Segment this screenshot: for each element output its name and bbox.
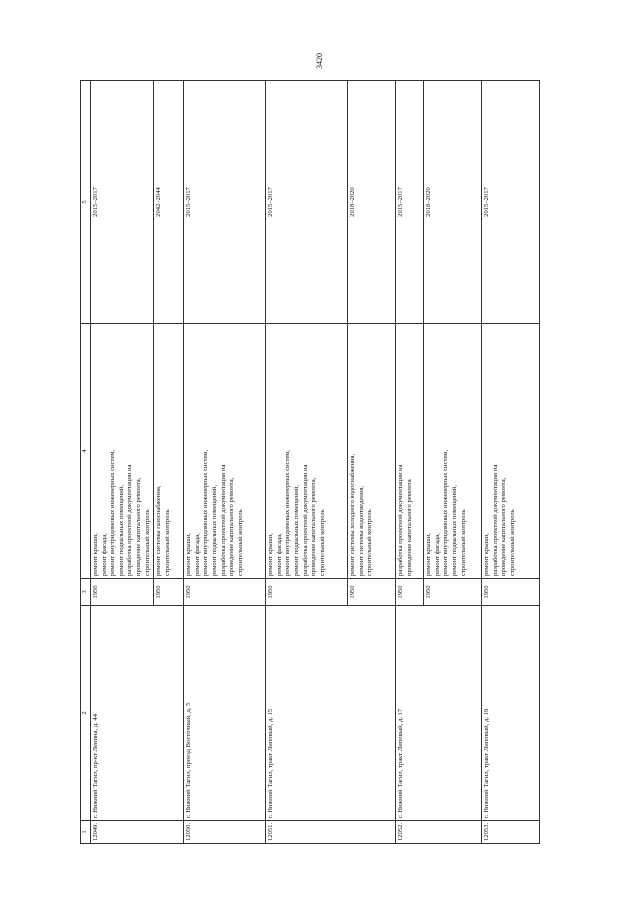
column-header-3: 3 bbox=[81, 579, 91, 606]
repair-schedule-table bbox=[80, 80, 540, 844]
repair-work-item: ремонт подвальных помещений, bbox=[292, 485, 300, 576]
construction-year: 1950 bbox=[424, 579, 482, 606]
repair-period: 2015–2017 bbox=[184, 81, 266, 324]
construction-year: 1950 bbox=[348, 579, 396, 606]
repair-work-item: строительный контроль bbox=[366, 509, 374, 576]
repair-work-item: ремонт крыши, bbox=[267, 533, 275, 576]
repair-work-item: строительный контроль bbox=[508, 509, 516, 576]
repair-work-item: проведение капитального ремонта, bbox=[310, 477, 318, 576]
repair-work-item: разработка проектной документации на bbox=[126, 464, 134, 576]
repair-work-item: ремонт подвальных помещений, bbox=[210, 485, 218, 576]
repair-work-item: проведение капитального ремонта bbox=[405, 479, 413, 576]
repair-works bbox=[154, 324, 184, 579]
page-number: 3420 bbox=[315, 53, 324, 69]
repair-work-item: ремонт внутридомовых инженерных систем, bbox=[284, 449, 292, 576]
repair-works bbox=[184, 324, 266, 579]
table-row bbox=[91, 81, 154, 844]
repair-work-item: разработка проектной документации на bbox=[219, 464, 227, 576]
column-header-2: 2 bbox=[81, 606, 91, 821]
repair-work-item: строительный контроль bbox=[459, 509, 467, 576]
repair-work-item: ремонт фасада, bbox=[193, 533, 201, 576]
construction-year: 1950 bbox=[91, 579, 154, 606]
repair-period: 2018–2020 bbox=[424, 81, 482, 324]
column-header-4: 4 bbox=[81, 324, 91, 579]
construction-year: 1950 bbox=[482, 579, 540, 606]
repair-work-item: ремонт внутридомовых инженерных систем, bbox=[109, 449, 117, 576]
repair-work-item: проведение капитального ремонта, bbox=[228, 477, 236, 576]
repair-work-item: разработка проектной документации на bbox=[301, 464, 309, 576]
column-header-1: 1 bbox=[81, 821, 91, 844]
repair-work-item: проведение капитального ремонта, bbox=[134, 477, 142, 576]
repair-work-item: ремонт внутридомовых инженерных систем, bbox=[442, 449, 450, 576]
repair-work-item: проведение капитального ремонта, bbox=[500, 477, 508, 576]
repair-work-item: ремонт крыши, bbox=[185, 533, 193, 576]
table-body bbox=[91, 81, 540, 844]
row-number: 12050. bbox=[184, 821, 266, 844]
repair-period: 2015–2017 bbox=[396, 81, 424, 324]
table-row bbox=[184, 81, 266, 844]
construction-year: 1950 bbox=[184, 579, 266, 606]
repair-work-item: строительный контроль bbox=[318, 509, 326, 576]
repair-work-item: ремонт фасада, bbox=[433, 533, 441, 576]
repair-work-item: строительный контроль bbox=[163, 509, 171, 576]
column-header-5: 5 bbox=[81, 81, 91, 324]
repair-work-item: строительный контроль bbox=[143, 509, 151, 576]
building-address: г. Нижний Тагил, тракт Липовый, д. 19 bbox=[482, 606, 540, 821]
table-header bbox=[81, 81, 91, 844]
repair-work-item: ремонт внутридомовых инженерных систем, bbox=[202, 449, 210, 576]
row-number: 12052. bbox=[396, 821, 482, 844]
construction-year: 1950 bbox=[266, 579, 348, 606]
repair-work-item: ремонт системы холодного водоснабжения, bbox=[349, 453, 357, 576]
row-number: 12051. bbox=[266, 821, 396, 844]
repair-period: 2015–2017 bbox=[482, 81, 540, 324]
repair-works bbox=[424, 324, 482, 579]
repair-work-item: ремонт фасада, bbox=[100, 533, 108, 576]
repair-work-item: ремонт подвальных помещений, bbox=[450, 485, 458, 576]
table-frame bbox=[80, 80, 566, 844]
repair-work-item: ремонт системы газоснабжения, bbox=[155, 485, 163, 576]
repair-period: 2042–2044 bbox=[154, 81, 184, 324]
repair-period: 2015–2017 bbox=[266, 81, 348, 324]
repair-work-item: ремонт подвальных помещений, bbox=[117, 485, 125, 576]
building-address: г. Нижний Тагил, тракт Липовый, д. 15 bbox=[266, 606, 396, 821]
repair-work-item: строительный контроль bbox=[236, 509, 244, 576]
construction-year: 1950 bbox=[396, 579, 424, 606]
row-number: 12049. bbox=[91, 821, 184, 844]
repair-work-item: разработка проектной документации на bbox=[491, 464, 499, 576]
repair-period: 2015–2017 bbox=[91, 81, 154, 324]
repair-work-item: разработка проектной документации на bbox=[397, 464, 405, 576]
repair-work-item: ремонт фасада, bbox=[275, 533, 283, 576]
construction-year: 1950 bbox=[154, 579, 184, 606]
building-address: г. Нижний Тагил, тракт Липовый, д. 17 bbox=[396, 606, 482, 821]
row-number: 12053. bbox=[482, 821, 540, 844]
repair-works bbox=[482, 324, 540, 579]
building-address: г. Нижний Тагил, проезд Восточный, д. 5 bbox=[184, 606, 266, 821]
rotated-sheet bbox=[80, 80, 566, 844]
repair-period: 2018–2020 bbox=[348, 81, 396, 324]
table-row bbox=[482, 81, 540, 844]
repair-works bbox=[348, 324, 396, 579]
repair-works bbox=[396, 324, 424, 579]
table-row bbox=[266, 81, 348, 844]
table-row bbox=[396, 81, 424, 844]
repair-works bbox=[266, 324, 348, 579]
repair-work-item: ремонт крыши, bbox=[425, 533, 433, 576]
building-address: г. Нижний Тагил, пр-кт Ленина, д. 44 bbox=[91, 606, 184, 821]
repair-work-item: ремонт крыши, bbox=[483, 533, 491, 576]
repair-works bbox=[91, 324, 154, 579]
repair-work-item: ремонт системы водоотведения, bbox=[357, 485, 365, 576]
repair-work-item: ремонт крыши, bbox=[92, 533, 99, 576]
